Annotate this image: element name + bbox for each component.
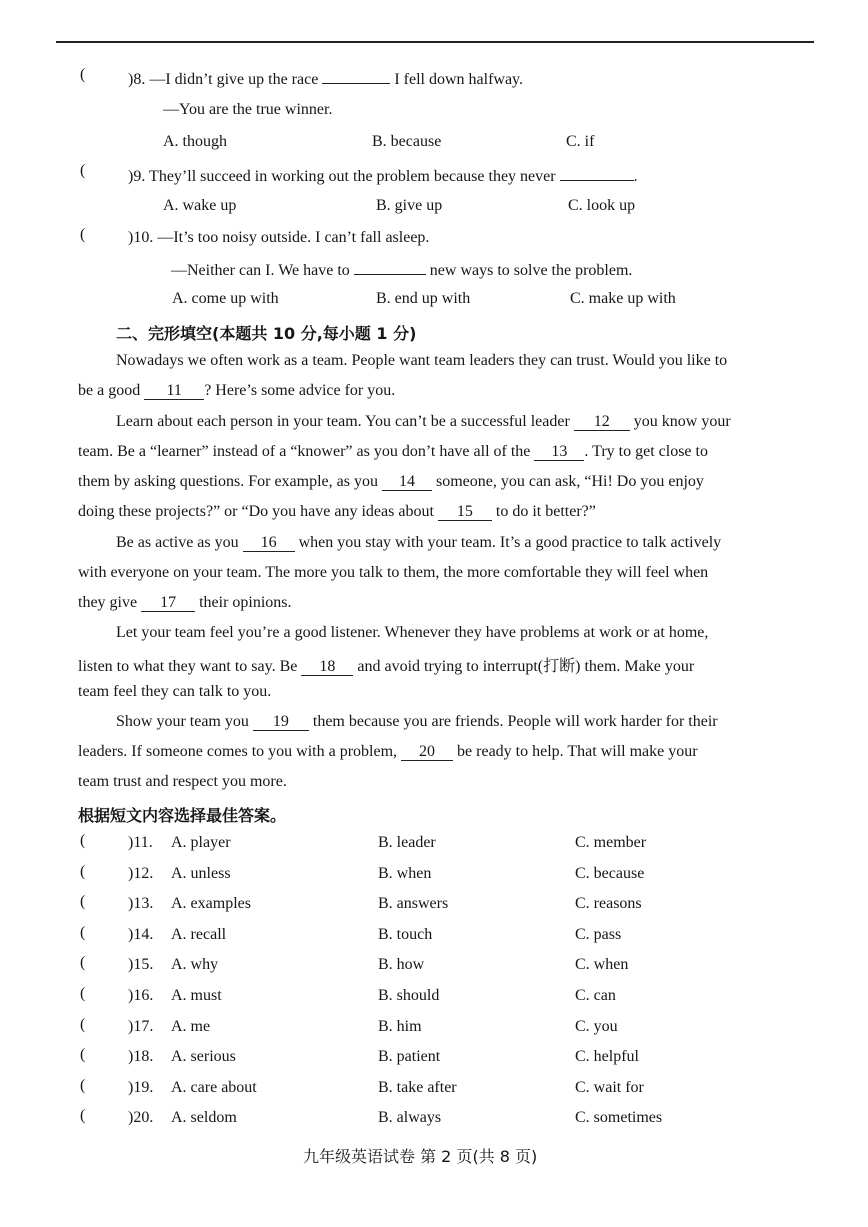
passage-line: listen to what they want to say. Be 18 and avoid trying to interrupt(打断) them. Make your [78,658,695,675]
answer-bracket[interactable]: ( [80,1077,86,1094]
question-reply: —Neither can I. We have to new ways to solve the problem. [171,259,632,280]
passage-line: team feel they can talk to you. [78,683,272,700]
option-c: C. if [566,133,595,150]
question-number: )14. [128,926,154,943]
option-b: B. patient [378,1048,441,1065]
option-c: C. look up [568,197,636,214]
option-a: A. recall [171,926,227,943]
option-b: B. answers [378,895,449,912]
answer-bracket[interactable]: ( [80,226,86,243]
passage-line: Be as active as you 16 when you stay with your team. It’s a good practice to talk actively [116,534,722,551]
answer-blank [322,68,390,84]
cloze-blank: 15 [438,504,492,521]
answer-blank [560,165,634,181]
option-a: A. player [171,834,231,851]
question-number: )15. [128,956,154,973]
option-a: A. examples [171,895,251,912]
passage-line: be a good 11 ? Here’s some advice for you. [78,382,396,399]
answer-bracket[interactable]: ( [80,924,86,941]
passage-line: Learn about each person in your team. You can’t be a successful leader 12 you know your [116,413,731,430]
cloze-blank: 13 [534,444,584,461]
option-a: A. serious [171,1048,236,1065]
answer-bracket[interactable]: ( [80,954,86,971]
option-c: C. when [575,956,629,973]
option-c: C. member [575,834,647,851]
option-c: C. you [575,1018,618,1035]
option-b: B. should [378,987,440,1004]
option-b: B. because [372,133,442,150]
option-c: C. because [575,865,645,882]
cloze-blank: 14 [382,474,432,491]
option-c: C. can [575,987,616,1004]
passage-line: them by asking questions. For example, as you 14 someone, you can ask, “Hi! Do you enjoy [78,473,704,490]
option-b: B. end up with [376,290,471,307]
question-number: )11. [128,834,153,851]
option-a: A. care about [171,1079,257,1096]
question-number: )18. [128,1048,154,1065]
option-b: B. take after [378,1079,457,1096]
option-c: C. helpful [575,1048,639,1065]
page-footer: 九年级英语试卷 第 2 页(共 8 页) [303,1147,538,1166]
answer-bracket[interactable]: ( [80,1107,86,1124]
question-number: )20. [128,1109,154,1126]
top-rule [56,41,814,43]
answer-blank [354,259,426,275]
question-stem: )10. —It’s too noisy outside. I can’t fall asleep. [128,229,430,246]
question-number: )12. [128,865,154,882]
answer-bracket[interactable]: ( [80,832,86,849]
question-stem: )8. —I didn’t give up the race I fell down halfway. [128,68,523,89]
cloze-blank: 12 [574,414,630,431]
answer-bracket[interactable]: ( [80,66,86,83]
passage-line: Show your team you 19 them because you are friends. People will work harder for their [116,713,718,730]
option-c: C. make up with [570,290,676,307]
option-a: A. must [171,987,222,1004]
cloze-blank: 20 [401,744,453,761]
option-a: A. seldom [171,1109,237,1126]
option-a: A. wake up [163,197,237,214]
question-stem: )9. They’ll succeed in working out the problem because they never . [128,165,638,186]
option-b: B. touch [378,926,433,943]
passage-line: with everyone on your team. The more you talk to them, the more comfortable they will feel when [78,564,709,581]
cloze-blank: 19 [253,714,309,731]
answer-bracket[interactable]: ( [80,1046,86,1063]
question-number: )17. [128,1018,154,1035]
passage-line: leaders. If someone comes to you with a problem, 20 be ready to help. That will make your [78,743,698,760]
option-a: A. though [163,133,227,150]
question-number: )13. [128,895,154,912]
passage-line: doing these projects?” or “Do you have any ideas about 15 to do it better?” [78,503,596,520]
answer-bracket[interactable]: ( [80,863,86,880]
passage-line: Let your team feel you’re a good listener. Whenever they have problems at work or at home, [116,624,709,641]
option-a: A. come up with [172,290,279,307]
option-c: C. wait for [575,1079,644,1096]
passage-line: team trust and respect you more. [78,773,287,790]
answer-bracket[interactable]: ( [80,162,86,179]
option-b: B. when [378,865,432,882]
question-reply: —You are the true winner. [163,101,333,118]
option-b: B. leader [378,834,436,851]
question-number: )16. [128,987,154,1004]
option-a: A. me [171,1018,211,1035]
passage-line: they give 17 their opinions. [78,594,292,611]
cloze-blank: 17 [141,595,195,612]
cloze-blank: 16 [243,535,295,552]
answer-bracket[interactable]: ( [80,985,86,1002]
question-number: )19. [128,1079,154,1096]
passage-line: team. Be a “learner” instead of a “knower” as you don’t have all of the 13 . Try to get close to [78,443,708,460]
option-c: C. sometimes [575,1109,663,1126]
option-a: A. unless [171,865,231,882]
section-title: 二、完形填空(本题共 10 分,每小题 1 分) [116,324,417,343]
option-a: A. why [171,956,219,973]
passage-line: Nowadays we often work as a team. People want team leaders they can trust. Would you like to [116,352,728,369]
section-instruction: 根据短文内容选择最佳答案。 [78,806,287,825]
option-b: B. give up [376,197,443,214]
cloze-blank: 18 [301,659,353,676]
answer-bracket[interactable]: ( [80,1016,86,1033]
option-c: C. reasons [575,895,642,912]
option-c: C. pass [575,926,622,943]
cloze-blank: 11 [144,383,204,400]
answer-bracket[interactable]: ( [80,893,86,910]
option-b: B. how [378,956,425,973]
option-b: B. him [378,1018,422,1035]
option-b: B. always [378,1109,442,1126]
